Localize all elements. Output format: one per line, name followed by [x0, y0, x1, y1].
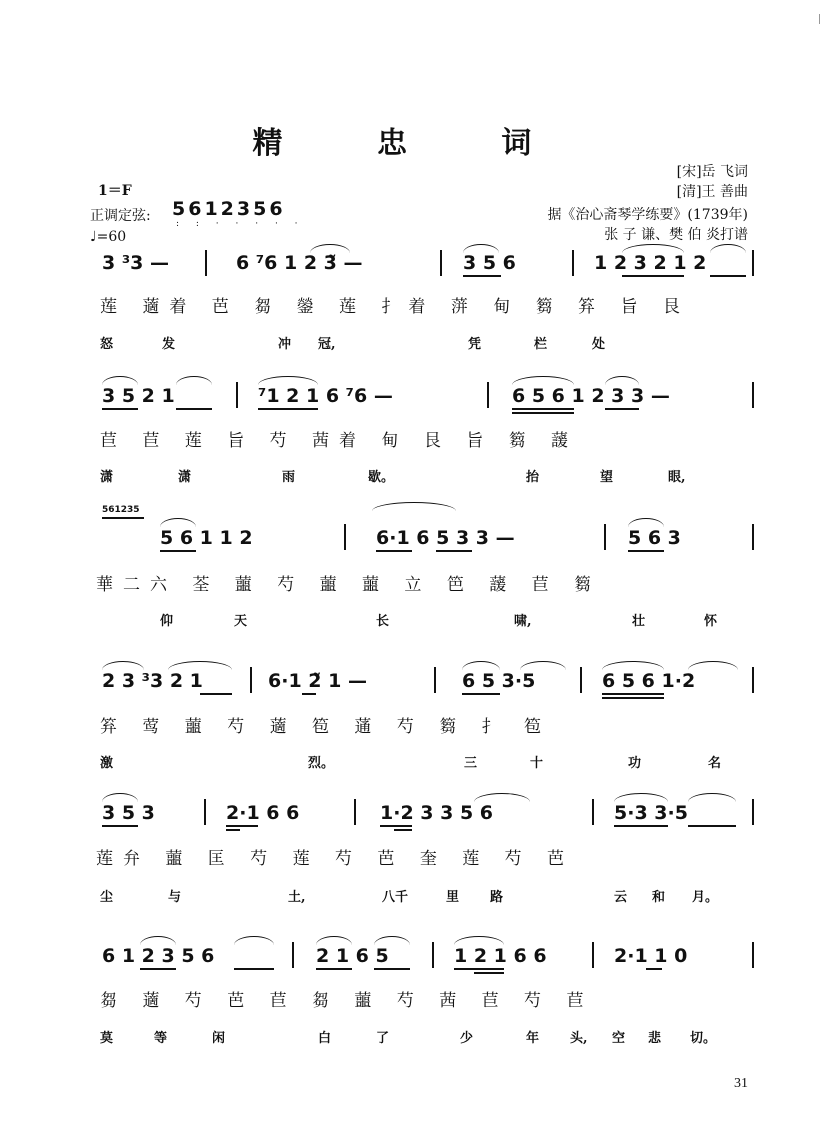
bar-line [432, 942, 434, 968]
bar-line [752, 382, 754, 408]
bar-line [434, 667, 436, 693]
bar-line [440, 250, 442, 276]
underline [605, 408, 639, 410]
lyric: 八千 [382, 890, 409, 905]
measure-notes: 1 2 3 2 1 2 [594, 252, 707, 274]
jianzi-tablature: 芻 藡 芍 芭 苣 芻 蘁 芍 茜 苣 芍 苣 [100, 991, 594, 1011]
bar-line [592, 942, 594, 968]
bar-line [354, 799, 356, 825]
slur [628, 518, 664, 527]
underline [376, 550, 412, 552]
slur [316, 936, 352, 945]
lyric: 年 [526, 1031, 540, 1046]
bar-line [205, 250, 207, 276]
underline [454, 968, 504, 970]
slur [602, 661, 664, 670]
lyric: 月。 [692, 890, 719, 905]
underline [226, 825, 258, 827]
tuning-dots: : : · · · · · [176, 219, 305, 229]
measure-notes: 5·3 3·5 [614, 802, 688, 824]
jianzi-tablature: 笲 莺 蘁 芍 藡 笣 蓪 芍 篘 扌 笣 [100, 717, 552, 737]
bar-line [752, 524, 754, 550]
slur [463, 244, 499, 253]
underline [380, 825, 412, 827]
slur [622, 244, 684, 253]
bar-line [752, 942, 754, 968]
slur [688, 793, 736, 802]
lyric: 怒 [100, 337, 114, 352]
tuning-notes: 5612356 [172, 198, 286, 220]
lyric: 少 [460, 1031, 474, 1046]
measure-notes: 6 5 3·5 [462, 670, 536, 692]
lyric: 和 [652, 890, 666, 905]
bar-line [250, 667, 252, 693]
lyric: 空 [612, 1031, 626, 1046]
transcriber-credit: 张 子 谦、樊 伯 炎打谱 [604, 227, 748, 243]
jianzi-tablature: 莲弁 蘁 匡 芍 莲 芍 芭 奎 莲 芍 芭 [96, 849, 575, 869]
underline [200, 693, 232, 695]
underline [462, 693, 500, 695]
lyric: 壮 [632, 614, 646, 629]
measure-notes: 1·2 3 3 5 6 [380, 802, 493, 824]
lyric: 望 [600, 470, 614, 485]
lyric: 潇 [100, 470, 114, 485]
underline [316, 968, 352, 970]
measure-notes: 1 2 1 6 6 [454, 945, 547, 967]
slur [310, 244, 350, 253]
lyric: 切。 [690, 1031, 717, 1046]
lyric: 云 [614, 890, 628, 905]
lyric: 凭 [468, 337, 482, 352]
lyric: 烈。 [308, 756, 335, 771]
lyric: 歇。 [368, 470, 395, 485]
lyric: 尘 [100, 890, 114, 905]
underline [102, 408, 138, 410]
lyric: 悲 [648, 1031, 662, 1046]
bar-line [292, 942, 294, 968]
measure-notes: 6 1 2 3 5 6 [102, 945, 215, 967]
lyric: 怀 [704, 614, 718, 629]
measure-notes: ⁷1 2 1 6 ⁷6 — [258, 385, 393, 407]
measure-notes: 2 1 6 5 [316, 945, 389, 967]
underline [234, 968, 274, 970]
lyric: 长 [376, 614, 390, 629]
slur [605, 376, 639, 385]
lyric: 头, [570, 1031, 588, 1046]
lyric: 三 [464, 756, 478, 771]
bar-line [572, 250, 574, 276]
measure-notes: 6 5 6 1·2 [602, 670, 696, 692]
slur [710, 244, 746, 253]
composer-credit: [清]王 善曲 [676, 184, 748, 200]
measure-notes: 3 ³3 — [102, 252, 169, 274]
bar-line [604, 524, 606, 550]
corner-mark [819, 14, 820, 24]
lyric: 与 [168, 890, 182, 905]
bar-line [752, 667, 754, 693]
tempo-mark: ♩=60 [90, 229, 127, 245]
underline [302, 693, 316, 695]
source-credit: 据《治心斋琴学练要》(1739年) [547, 207, 748, 223]
underline [602, 693, 664, 695]
bar-line [236, 382, 238, 408]
lyric: 名 [708, 756, 722, 771]
bar-line [752, 799, 754, 825]
lyric: 等 [154, 1031, 168, 1046]
underline [602, 697, 664, 699]
slur [512, 376, 574, 385]
underline [628, 550, 664, 552]
measure-notes: 3 5 6 [463, 252, 516, 274]
slur [474, 793, 530, 802]
lyric: 雨 [282, 470, 296, 485]
underline [436, 550, 472, 552]
underline [102, 825, 138, 827]
bar-line [487, 382, 489, 408]
measure-notes: 2·1 1 0 [614, 945, 688, 967]
lyric: 眼, [668, 470, 686, 485]
underline [474, 972, 504, 974]
slur [160, 518, 196, 527]
lyric: 发 [162, 337, 176, 352]
lyric: 潇 [178, 470, 192, 485]
lyric: 十 [530, 756, 544, 771]
lyric: 土, [288, 890, 306, 905]
bar-line [592, 799, 594, 825]
underline [102, 517, 144, 519]
lyric: 冲 [278, 337, 292, 352]
jianzi-tablature: 華二六 荃 蘁 芍 蘁 蘁 立 笆 蘐 苣 篘 [96, 575, 602, 595]
slur [374, 936, 410, 945]
measure-notes: 6 ⁷6 1 2 3̃ — [236, 252, 363, 274]
slur [688, 661, 738, 670]
measure-notes: 6 5 6 1 2 3 3 — [512, 385, 670, 407]
slur [614, 793, 668, 802]
inline-tuning: 561235 [102, 505, 140, 515]
lyric: 功 [628, 756, 642, 771]
slur [176, 376, 212, 385]
measure-notes: 6·1 6 5 3 3 — [376, 527, 515, 549]
lyric: 冠, [318, 337, 336, 352]
tuning-label: 正调定弦: [90, 208, 151, 224]
slur [102, 793, 138, 802]
jianzi-tablature: 苣 苣 莲 旨 芍 茜着 甸 艮 旨 篘 蘐 [100, 431, 579, 451]
slur [234, 936, 274, 945]
lyric: 里 [446, 890, 460, 905]
measure-notes: 2·1 6 6 [226, 802, 300, 824]
underline [710, 275, 746, 277]
underline [646, 968, 662, 970]
jianzi-tablature: 莲 藡着 芭 芻 鎣 莲 扌着 蓱 甸 篘 笲 旨 艮 [100, 297, 690, 317]
measure-notes: 5 6 1 1 2 [160, 527, 253, 549]
underline [614, 825, 668, 827]
measure-notes: 5 6 3 [628, 527, 681, 549]
slur [454, 936, 504, 945]
underline [258, 408, 318, 410]
slur [520, 661, 566, 670]
underline [512, 408, 574, 410]
underline [688, 825, 736, 827]
bar-line [344, 524, 346, 550]
underline [226, 829, 240, 831]
lyric: 莫 [100, 1031, 114, 1046]
underline [394, 829, 412, 831]
measure-notes: 2 3 ³3 2 1 [102, 670, 203, 692]
slur [140, 936, 176, 945]
slur [168, 661, 232, 670]
underline [160, 550, 196, 552]
measure-notes: 6·1 2̃ 1 — [268, 670, 367, 692]
key-signature: 1＝F [98, 183, 132, 199]
slur [102, 376, 138, 385]
lyric: 处 [592, 337, 606, 352]
lyric: 栏 [534, 337, 548, 352]
lyricist-credit: [宋]岳 飞词 [676, 164, 748, 180]
bar-line [204, 799, 206, 825]
slur [102, 661, 144, 670]
underline [140, 968, 176, 970]
slur [462, 661, 500, 670]
underline [463, 275, 501, 277]
lyric: 激 [100, 756, 114, 771]
lyric: 白 [318, 1031, 332, 1046]
lyric: 闲 [212, 1031, 226, 1046]
underline [622, 275, 684, 277]
lyric: 天 [234, 614, 248, 629]
underline [374, 968, 410, 970]
slur [372, 502, 456, 511]
underline [176, 408, 212, 410]
lyric: 仰 [160, 614, 174, 629]
page-number: 31 [734, 1076, 748, 1091]
measure-notes: 3 5 2 1 [102, 385, 175, 407]
underline [512, 412, 574, 414]
bar-line [752, 250, 754, 276]
lyric: 了 [376, 1031, 390, 1046]
lyric: 啸, [514, 614, 532, 629]
measure-notes: 3 5 3 [102, 802, 155, 824]
lyric: 抬 [526, 470, 540, 485]
lyric: 路 [490, 890, 504, 905]
bar-line [580, 667, 582, 693]
slur [258, 376, 318, 385]
page-title: 精 忠 词 [252, 126, 574, 161]
